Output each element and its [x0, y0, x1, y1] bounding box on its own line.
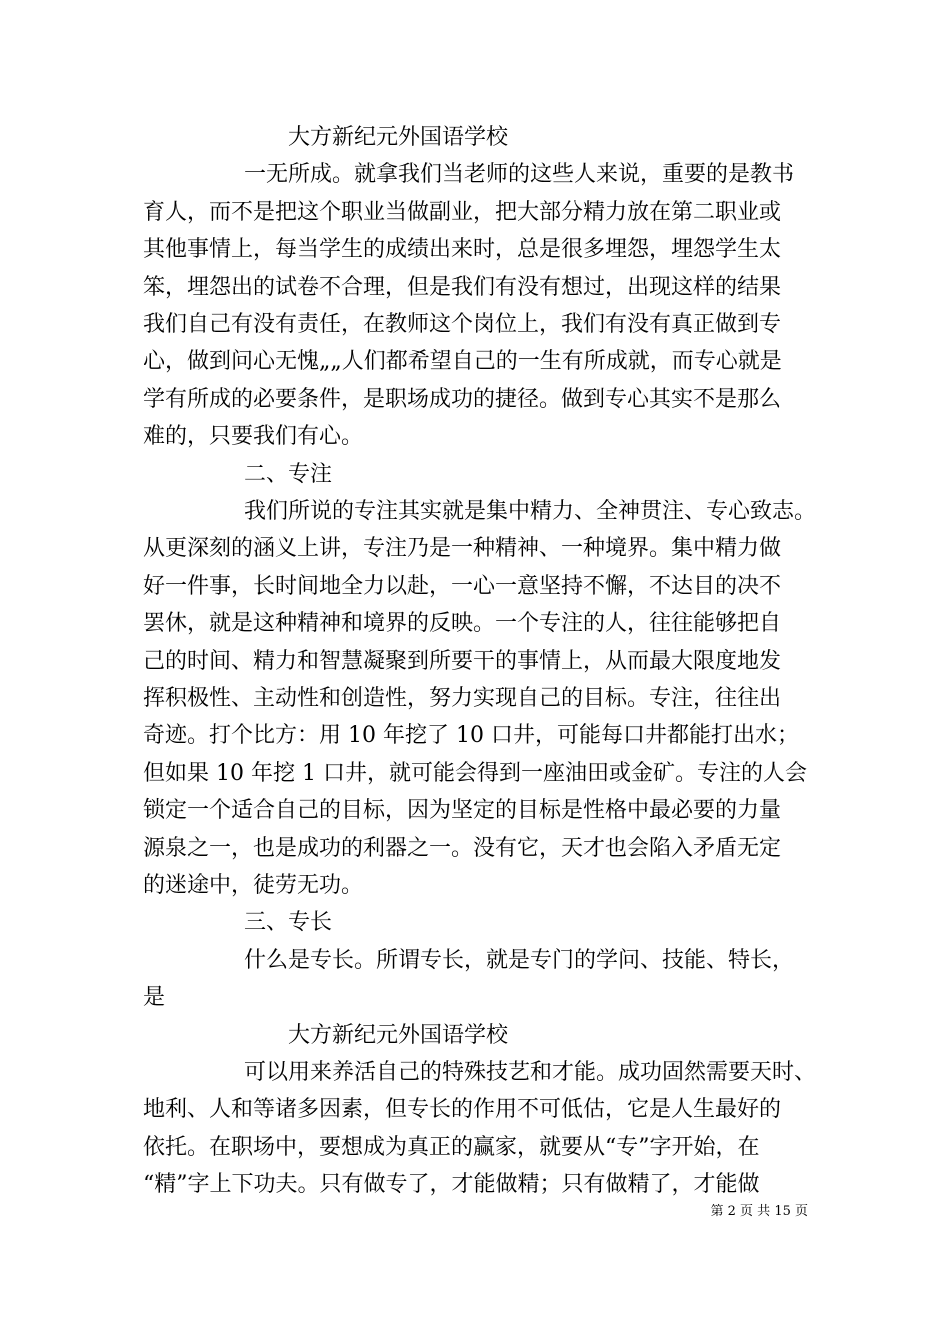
text-line: 地利、人和等诸多因素，但专长的作用不可低估，它是人生最好的	[143, 1097, 782, 1123]
text-line: 罢休，就是这种精神和境界的反映。一个专注的人，往往能够把自	[143, 611, 782, 637]
text-line: 依托。在职场中，要想成为真正的赢家，就要从“专”字开始，在	[143, 1134, 760, 1160]
text-line: 的迷途中，徒劳无功。	[143, 873, 364, 898]
text-line: 育人，而不是把这个职业当做副业，把大部分精力放在第二职业或	[143, 199, 782, 225]
text-line: 可以用来养活自己的特殊技艺和才能。成功固然需要天时、	[244, 1060, 817, 1085]
text-line: 其他事情上，每当学生的成绩出来时，总是很多埋怨，埋怨学生太	[143, 237, 782, 263]
text-line: 奇迹。打个比方：用 10 年挖了 10 口井，可能每口井都能打出水；	[143, 723, 799, 749]
page-number: 第 2 页 共 15 页	[710, 1204, 808, 1219]
text-line: 笨，埋怨出的试卷不合理，但是我们有没有想过，出现这样的结果	[143, 274, 782, 300]
text-line: 挥积极性、主动性和创造性，努力实现自己的目标。专注，往往出	[143, 686, 782, 711]
text-line: 一无所成。就拿我们当老师的这些人来说，重要的是教书	[244, 162, 795, 188]
text-line: 什么是专长。所谓专长，就是专门的学问、技能、特长，	[244, 947, 795, 973]
text-line: 源泉之一，也是成功的利器之一。没有它，天才也会陷入矛盾无定	[143, 835, 782, 861]
text-line: 好一件事，长时间地全力以赴，一心一意坚持不懈，不达目的决不	[143, 573, 782, 599]
text-line: 难的，只要我们有心。	[143, 424, 364, 450]
text-line: 但如果 10 年挖 1 口井，就可能会得到一座油田或金矿。专注的人会	[143, 760, 807, 786]
text-line: 我们所说的专注其实就是集中精力、全神贯注、专心致志。	[244, 499, 817, 524]
text-line: 心，做到问心无愧„„人们都希望自己的一生有所成就，而专心就是	[143, 349, 782, 375]
text-line: 是	[143, 985, 166, 1011]
text-line: 大方新纪元外国语学校	[288, 125, 509, 150]
text-line: 己的时间、精力和智慧凝聚到所要干的事情上，从而最大限度地发	[143, 648, 782, 674]
text-line: 学有所成的必要条件，是职场成功的捷径。做到专心其实不是那么	[143, 386, 782, 412]
text-line: “精”字上下功夫。只有做专了，才能做精；只有做精了，才能做	[143, 1172, 760, 1198]
text-line: 我们自己有没有责任，在教师这个岗位上，我们有没有真正做到专	[143, 312, 782, 337]
text-line: 二、专注	[244, 461, 333, 487]
text-line: 大方新纪元外国语学校	[288, 1022, 509, 1048]
text-line: 从更深刻的涵义上讲，专注乃是一种精神、一种境界。集中精力做	[143, 536, 782, 562]
text-line: 三、专长	[244, 910, 333, 936]
text-line: 锁定一个适合自己的目标，因为坚定的目标是性格中最必要的力量	[143, 798, 782, 824]
